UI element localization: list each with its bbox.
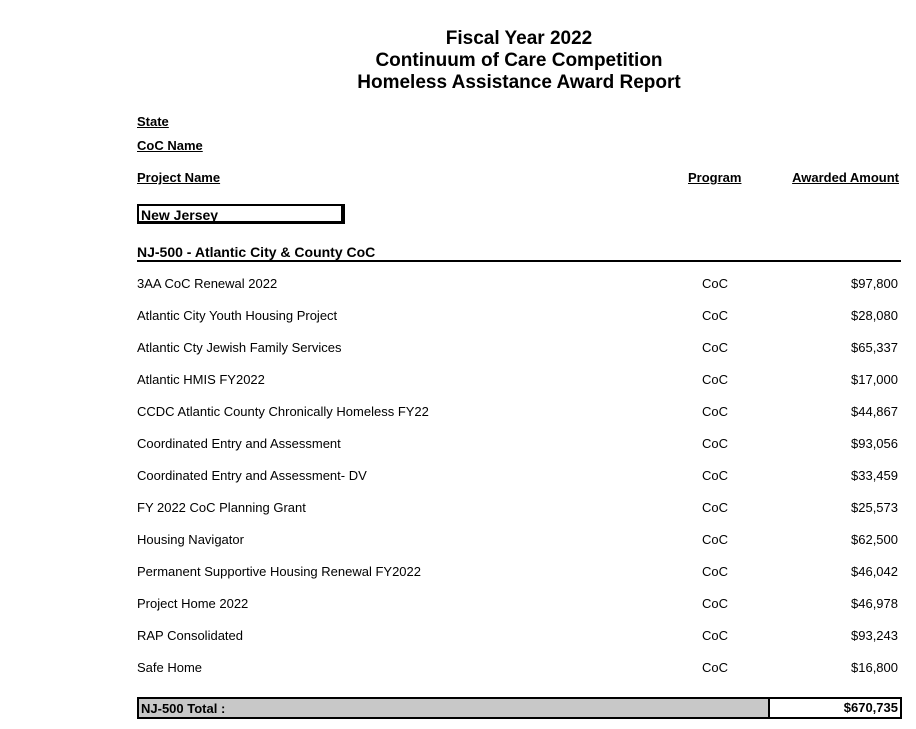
project-name: Project Home 2022 xyxy=(137,596,249,611)
program: CoC xyxy=(702,468,729,483)
project-name: Housing Navigator xyxy=(137,532,244,547)
table-row xyxy=(122,564,916,584)
project-name: Coordinated Entry and Assessment- DV xyxy=(137,468,367,483)
table-row xyxy=(122,308,916,328)
table-row xyxy=(122,628,916,648)
title-line-1: Fiscal Year 2022 xyxy=(445,28,593,49)
table-row xyxy=(122,340,916,360)
awarded-amount: $97,800 xyxy=(851,276,898,291)
awarded-amount: $93,056 xyxy=(851,436,898,451)
total-label: NJ-500 Total : xyxy=(141,701,226,716)
program: CoC xyxy=(702,308,729,323)
header-coc-name: CoC Name xyxy=(137,138,203,153)
table-row xyxy=(122,372,916,392)
awarded-amount: $33,459 xyxy=(851,468,898,483)
table-row xyxy=(122,660,916,680)
program: CoC xyxy=(702,532,729,547)
header-awarded-amount: Awarded Amount xyxy=(792,170,899,185)
total-bar xyxy=(137,697,902,719)
project-name: Atlantic City Youth Housing Project xyxy=(137,308,338,323)
awarded-amount: $46,042 xyxy=(851,564,898,579)
left-gutter xyxy=(0,0,122,729)
awarded-amount: $62,500 xyxy=(851,532,898,547)
awarded-amount: $16,800 xyxy=(851,660,898,675)
program: CoC xyxy=(702,372,729,387)
report-title xyxy=(122,28,916,94)
table-row xyxy=(122,500,916,520)
header-project-name: Project Name xyxy=(137,170,221,185)
project-name: FY 2022 CoC Planning Grant xyxy=(137,500,306,515)
program: CoC xyxy=(702,596,729,611)
table-row xyxy=(122,468,916,488)
table-row xyxy=(122,532,916,552)
program: CoC xyxy=(702,500,729,515)
project-name: Permanent Supportive Housing Renewal FY2022 xyxy=(137,564,422,579)
project-name: Coordinated Entry and Assessment xyxy=(137,436,341,451)
project-name: Atlantic Cty Jewish Family Services xyxy=(137,340,342,355)
awarded-amount: $17,000 xyxy=(851,372,898,387)
header-state: State xyxy=(137,114,169,129)
table-row xyxy=(122,596,916,616)
header-program: Program xyxy=(688,170,742,185)
coc-title: NJ-500 - Atlantic City & County CoC xyxy=(137,244,376,260)
awarded-amount: $28,080 xyxy=(851,308,898,323)
total-amount: $670,735 xyxy=(768,697,902,719)
table-row xyxy=(122,404,916,424)
awarded-amount: $65,337 xyxy=(851,340,898,355)
awarded-amount: $46,978 xyxy=(851,596,898,611)
awarded-amount: $25,573 xyxy=(851,500,898,515)
coc-divider xyxy=(137,260,901,262)
project-name: 3AA CoC Renewal 2022 xyxy=(137,276,278,291)
state-name: New Jersey xyxy=(137,204,345,224)
title-line-2: Continuum of Care Competition xyxy=(375,50,663,71)
project-name: CCDC Atlantic County Chronically Homeless FY22 xyxy=(137,404,429,419)
program: CoC xyxy=(702,436,729,451)
program: CoC xyxy=(702,340,729,355)
project-name: Safe Home xyxy=(137,660,203,675)
program: CoC xyxy=(702,660,729,675)
table-row xyxy=(122,276,916,296)
project-name: Atlantic HMIS FY2022 xyxy=(137,372,265,387)
table-row xyxy=(122,436,916,456)
project-name: RAP Consolidated xyxy=(137,628,243,643)
program: CoC xyxy=(702,276,729,291)
awarded-amount: $44,867 xyxy=(851,404,898,419)
program: CoC xyxy=(702,404,729,419)
report-page xyxy=(122,0,916,729)
title-line-3: Homeless Assistance Award Report xyxy=(357,72,681,93)
awarded-amount: $93,243 xyxy=(851,628,898,643)
program: CoC xyxy=(702,628,729,643)
program: CoC xyxy=(702,564,729,579)
